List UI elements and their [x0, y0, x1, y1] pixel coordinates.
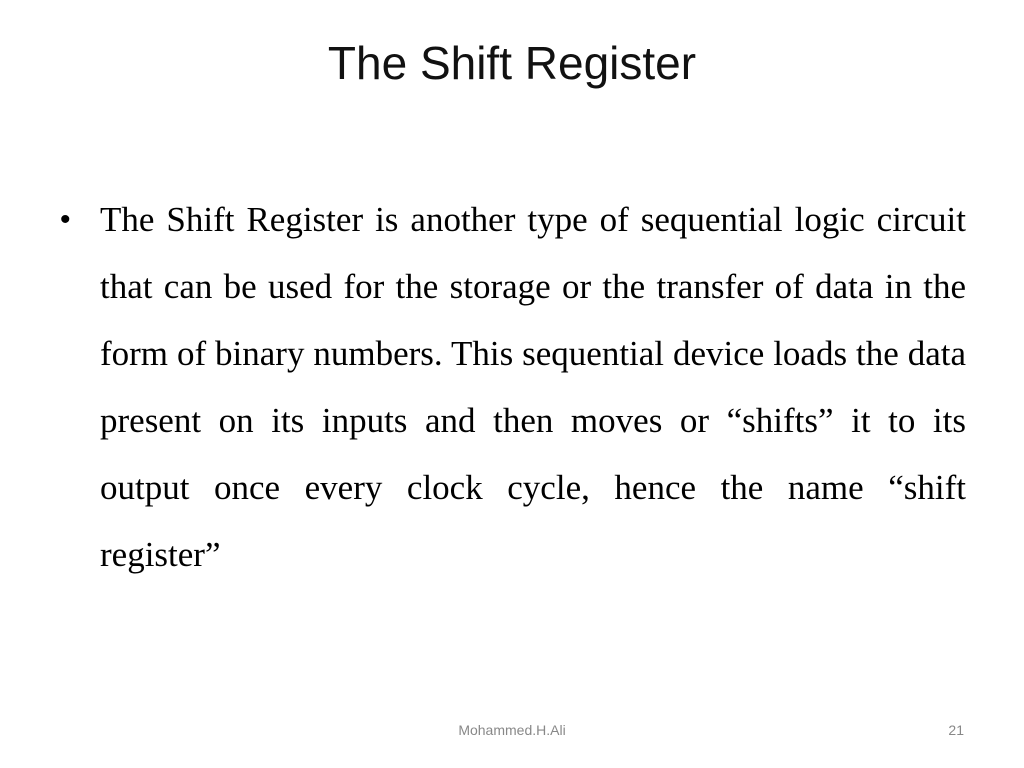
page-number: 21: [948, 722, 964, 738]
bullet-text: The Shift Register is another type of sequential logic circuit that can be used for the storage or the transfer of data in the form of binary numbers. This sequential device loads the data present on its inputs and then moves or “shifts” it to its output once every clock cycle, hence the name “shift register”: [100, 200, 966, 574]
slide-title: The Shift Register: [327, 37, 697, 89]
bullet-item: [56, 186, 966, 588]
footer-author: Mohammed.H.Ali: [458, 722, 566, 738]
slide-body: [56, 186, 966, 588]
bullet-marker: •: [60, 203, 71, 236]
